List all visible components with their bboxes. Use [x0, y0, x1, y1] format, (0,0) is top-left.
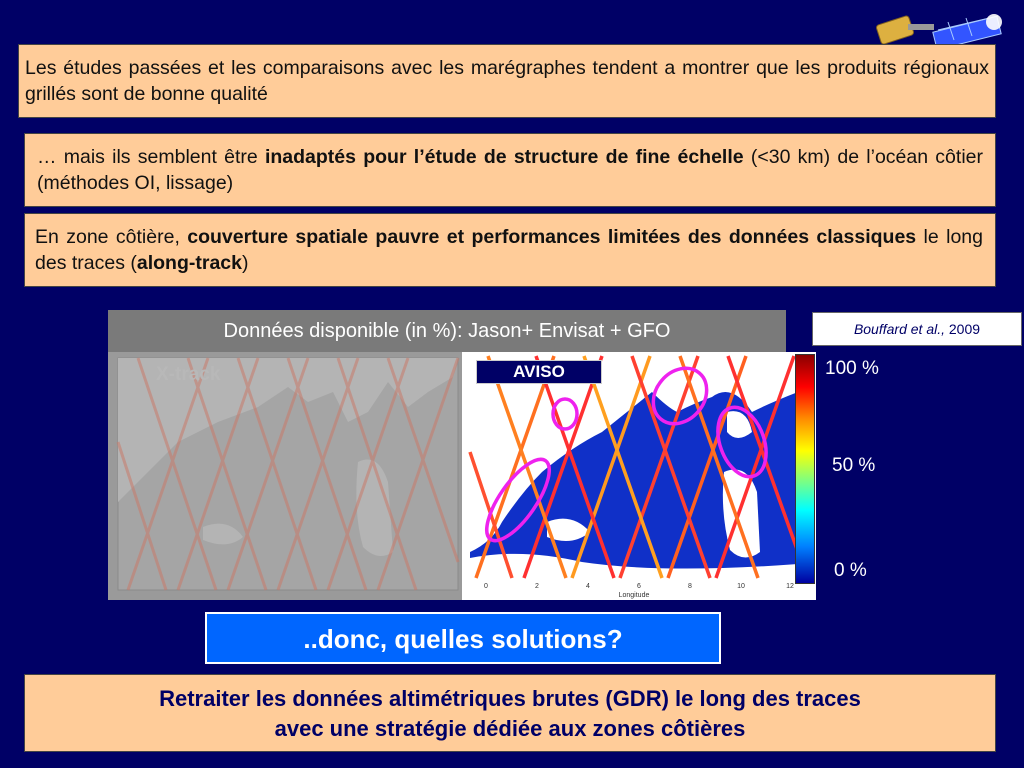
- aviso-map-panel: [462, 352, 816, 600]
- intro-text-box: [18, 44, 996, 118]
- limitations-suffix: (<30 km) de l’océan côtier (méthodes OI, lissage): [37, 146, 983, 194]
- citation-authors: Bouffard et al.,: [853, 321, 945, 337]
- tick-6: 6: [637, 583, 641, 590]
- colorbar-mid-label: 50 %: [832, 455, 876, 476]
- tick-0: 0: [484, 583, 488, 590]
- aviso-map: [462, 352, 816, 600]
- coastal-middle: le long des traces (: [35, 226, 983, 274]
- colorbar: [795, 354, 815, 584]
- answer-line-2: avec une stratégie dédiée aux zones côtières: [274, 716, 746, 741]
- xtrack-map-panel: [108, 352, 462, 600]
- coastal-suffix: ): [241, 252, 249, 274]
- answer-box: [24, 674, 996, 752]
- tick-2: 2: [535, 583, 539, 590]
- colorbar-max-label: 100 %: [825, 358, 879, 379]
- question-text: ..donc, quelles solutions?: [303, 624, 623, 654]
- coastal-prefix: En zone côtière,: [35, 226, 188, 248]
- citation-box: [812, 312, 1022, 346]
- answer-line-1: Retraiter les données altimétriques brutes (GDR) le long des traces: [159, 686, 861, 711]
- limitations-bold: inadaptés pour l’étude de structure de fine échelle: [264, 146, 744, 168]
- tick-10: 10: [737, 583, 745, 590]
- tick-12: 12: [786, 583, 794, 590]
- aviso-label: AVISO: [476, 360, 602, 384]
- limitations-text-box: [24, 133, 996, 207]
- limitations-prefix: … mais ils semblent être: [37, 146, 265, 168]
- citation-year: 2009: [945, 321, 981, 337]
- tick-8: 8: [688, 583, 692, 590]
- coastal-text-box: [24, 213, 996, 287]
- data-availability-figure: [108, 310, 816, 600]
- figure-title: Données disponible (in %): Jason+ Envisat + GFO: [108, 310, 786, 352]
- xtrack-label: X-track: [156, 364, 221, 385]
- coastal-bold-1: couverture spatiale pauvre et performances limitées des données classiques: [187, 226, 917, 248]
- axis-label: Longitude: [618, 592, 650, 599]
- intro-text: Les études passées et les comparaisons avec les marégraphes tendent a montrer que les produits régionaux grillés sont de bonne qualité: [25, 57, 989, 105]
- coastal-bold-2: along-track: [136, 252, 242, 274]
- colorbar-min-label: 0 %: [834, 560, 867, 581]
- satellite-icon: [868, 0, 1024, 44]
- tick-4: 4: [586, 583, 590, 590]
- question-box: [205, 612, 721, 664]
- xtrack-map: [108, 352, 462, 600]
